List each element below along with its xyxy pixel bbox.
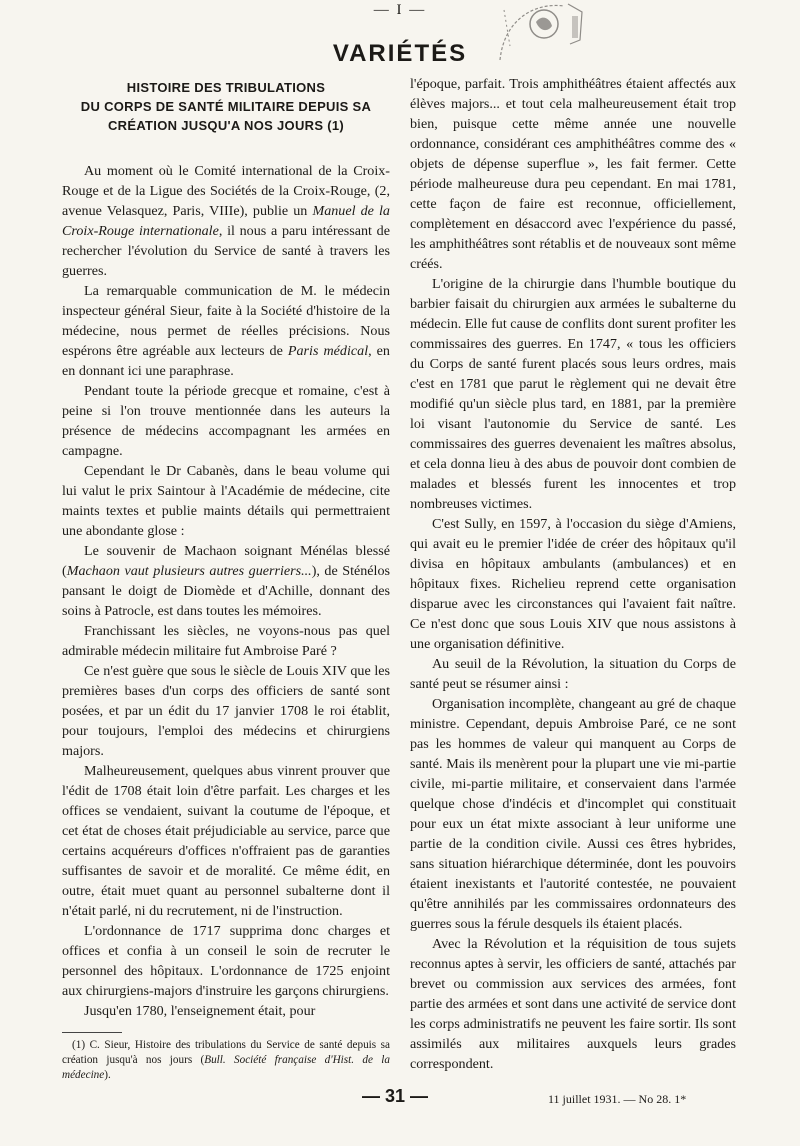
paragraph: [410, 274, 736, 514]
paragraph: [62, 461, 390, 541]
paragraph-text: Ce n'est guère que sous le siècle de Louis XIV que les premières bases d'un corps des officiers de santé sont posées, et par un édit du 17 janvier 1708 le roi établit, pour toujours, l'emploi des médecins et chirurgiens majors.: [62, 663, 390, 759]
paragraph-text: La remarquable communication de M. le médecin inspecteur général Sieur, faite à la Société d'histoire de la médecine, nous permet de réelles précisions. Nous espérons être agréable aux lecteurs de: [62, 283, 390, 359]
right-column: [410, 74, 736, 1074]
paragraph-text: l'époque, parfait. Trois amphithéâtres étaient affectés aux élèves majors... et tout cela malheureusement était trop bien, puisque cette même année une nouvelle ordonnance, considérant ces amphithéâtres comme des « objets de dépense superflue », les fait fermer. Cette période malheureuse dura peu cependant. En mai 1781, cette façon de faire est reconnue, officiellement, complètement en désaccord avec l'expérience du passé, les amphithéâtres sont rétablis et de nouveaux sont même créés.: [410, 76, 736, 272]
article-title-line: CRÉATION JUSQU'A NOS JOURS (1): [107, 118, 344, 133]
paragraph-text: L'ordonnance de 1717 supprima donc charges et offices et confia à un conseil le soin de recruter le personnel des hôpitaux. L'ordonnance de 1725 enjoint aux chirurgiens-majors d'instruire les garçons chirurgiens.: [62, 923, 390, 999]
paragraph-text: Avec la Révolution et la réquisition de tous sujets reconnus aptes à servir, les officiers de santé, attachés par brevet ou commission aux services des armées, font partie des armées et sont dans une activité de service dont les corps administratifs ne peuvent les faire sortir. Ils sont assimilés aux militaires auxquels leurs grades correspondent.: [410, 936, 736, 1072]
paragraph: [410, 654, 736, 694]
paragraph-text: Au seuil de la Révolution, la situation du Corps de santé peut se résumer ainsi :: [410, 656, 736, 692]
paragraph: [62, 381, 390, 461]
paragraph-text: Au moment où le Comité international de la Croix-Rouge et de la Ligue des Sociétés de la Croix-Rouge, (2, avenue Velasquez, Paris, VIIIe), publie un: [62, 163, 390, 219]
paragraph-text: Cependant le Dr Cabanès, dans le beau volume qui lui valut le prix Saintour à l'Académie de médecine, cite maints textes et publie maints détails qui permettraient une abondante glose :: [62, 463, 390, 539]
footnote-italic: Bull. Société française d'Hist. de la médecine: [62, 1054, 390, 1081]
section-marker: — I —: [373, 2, 427, 18]
page-number: — 31 —: [361, 1086, 429, 1106]
paragraph: [62, 1001, 390, 1021]
paragraph: [62, 921, 390, 1001]
left-column: [62, 74, 390, 1021]
paragraph-text-end: ), de Sténélos pansant le doigt de Diomède et d'Achille, donnant des soins à Patrocle, est dans toutes les mémoires.: [62, 563, 390, 619]
issue-date: 11 juillet 1931. — No 28. 1*: [548, 1092, 687, 1106]
article-title-line: DU CORPS DE SANTÉ MILITAIRE DEPUIS SA: [80, 99, 372, 114]
paragraph-text: Le souvenir de Machaon soignant Ménélas blessé (: [62, 543, 390, 579]
footnote-text: (1) C. Sieur, Histoire des tribulations du Service de santé depuis sa création jusqu'à nos jours (: [62, 1039, 390, 1066]
paragraph-text: Franchissant les siècles, ne voyons-nous pas quel admirable médecin militaire fut Ambroise Paré ?: [62, 623, 390, 659]
paragraph-italic: Machaon vaut plusieurs autres guerriers...: [66, 563, 312, 579]
paragraph-text-end: , il nous a paru intéressant de rechercher l'évolution du Service de santé à travers les guerres.: [62, 223, 390, 279]
section-title: VARIÉTÉS: [332, 40, 468, 67]
paragraph: [62, 621, 390, 661]
paragraph: [410, 694, 736, 934]
paragraph: [410, 74, 736, 274]
paragraph-text: Organisation incomplète, changeant au gré de chaque ministre. Cependant, depuis Ambroise Paré, ce ne sont pas les hommes de valeur qui manquent au Corps de santé. Mais ils menèrent pour la plupart une vie mi-partie civile, mi-partie militaire, et conservaient dans l'armée quelque chose d'indécis et d'incomplet qui constituait pour eux un état mixte associant à leur uniforme une partie de la condition civile. Aussi ces êtres hybrides, sans situation hiérarchique déterminée, dont les pouvoirs étaient inexistants et l'autorité contestée, ne pouvaient qu'être annihilés par les commissaires ordonnateurs des guerres sous la férule desquels ils étaient placés.: [410, 696, 736, 932]
footnote: [62, 1038, 390, 1083]
paragraph-italic: Paris médical: [287, 343, 369, 359]
paragraph-italic: Manuel de la Croix-Rouge internationale: [62, 203, 390, 239]
paragraph: [62, 761, 390, 921]
right-column-body: [410, 74, 736, 1074]
paragraph-text: L'origine de la chirurgie dans l'humble boutique du barbier faisait du chirurgien aux armées le subalterne du médecin. Elle fut cause de conflits dont surent profiter les commissaires des guerres. En 1747, « tous les officiers du Corps de santé furent placés sous leurs ordres, mais c'est en 1781 que parut le règlement qui ne devait être modifié qu'un siècle plus tard, en 1881, par la première loi visant l'autonomie du Service de santé. Les commissaires des guerres devenaient les maîtres absolus, et cela donna lieu à des abus de pouvoir dont combien de malades et blessés furent les innocentes et trop nombreuses victimes.: [410, 276, 736, 512]
footnote-text-end: ).: [104, 1069, 111, 1081]
footnote-rule: [62, 1032, 122, 1033]
paragraph: [62, 281, 390, 381]
paragraph: [410, 514, 736, 654]
paragraph: [410, 934, 736, 1074]
paragraph-text-end: , en en donnant ici une paraphrase.: [62, 343, 390, 379]
paragraph: [62, 661, 390, 761]
article-title-line: HISTOIRE DES TRIBULATIONS: [126, 80, 326, 95]
paragraph: [62, 161, 390, 281]
paragraph-text: Jusqu'en 1780, l'enseignement était, pour: [84, 1003, 316, 1019]
paragraph-text: C'est Sully, en 1597, à l'occasion du siège d'Amiens, qui avait eu le premier l'idée de créer des hôpitaux qu'il divisa en hôpitaux ambulants (ambulances) et en hôpitaux fixes. Richelieu reprend cette organisation disparue avec les circonstances qui l'avaient fait naître. Ce n'est donc que sous Louis XIV que nous assistons à une organisation définitive.: [410, 516, 736, 652]
paragraph-text: Pendant toute la période grecque et romaine, c'est à peine si l'on trouve mentionnée dans les auteurs la présence de médecins accompagnant les armées en campagne.: [62, 383, 390, 459]
paragraph-text: Malheureusement, quelques abus vinrent prouver que l'édit de 1708 était loin d'être parfait. Les charges et les offices se vendaient, suivant la coutume de l'époque, et cet état de choses était préjudiciable au service, parce que certains acquéreurs d'offices n'offraient pas de garanties suffisantes de savoir et de moralité. Ce même édit, en outre, était muet quant au personnel subalterne dont il n'était parlé, ni du recrutement, ni de l'instruction.: [62, 763, 390, 919]
article-title: [62, 78, 390, 135]
paragraph: [62, 541, 390, 621]
left-column-body: [62, 161, 390, 1021]
